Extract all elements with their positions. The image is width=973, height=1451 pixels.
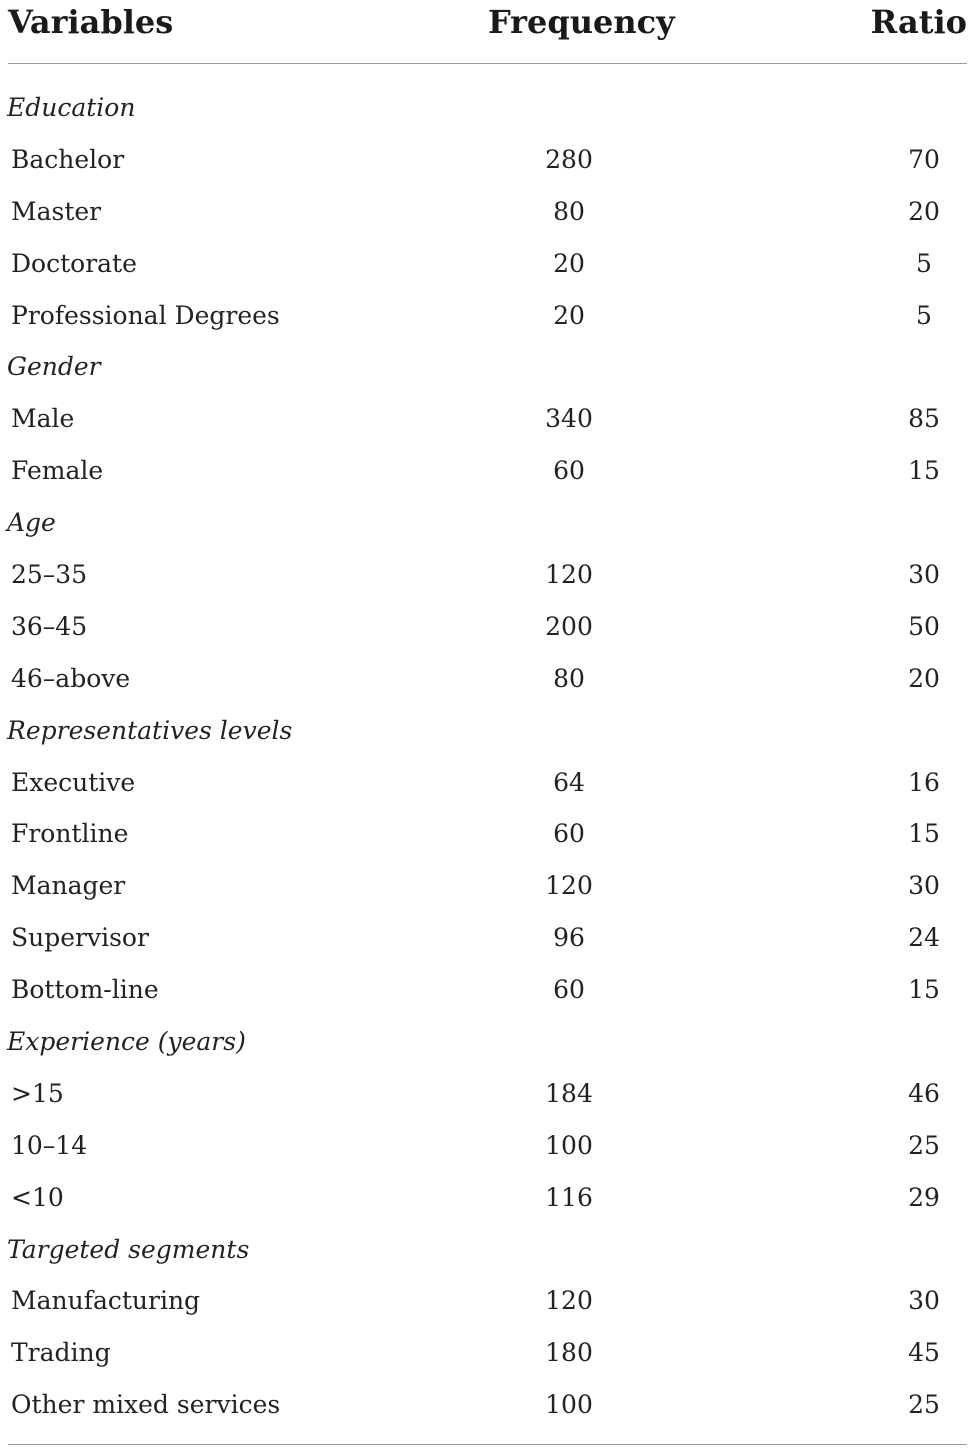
ratio-cell: 29: [908, 1182, 940, 1212]
frequency-cell: 96: [553, 923, 585, 953]
ratio-cell: 46: [908, 1078, 940, 1108]
group-label: Age: [7, 508, 56, 538]
variable-label: <10: [11, 1182, 64, 1212]
group-header-row: [0, 341, 973, 393]
frequency-cell: 120: [545, 560, 593, 590]
variable-label: Female: [11, 456, 104, 486]
frequency-cell: 60: [553, 975, 585, 1005]
ratio-cell: 70: [908, 144, 940, 174]
variable-label: 46–above: [11, 663, 131, 693]
table-row: [0, 1172, 973, 1224]
frequency-cell: 180: [545, 1338, 593, 1368]
ratio-cell: 25: [908, 1390, 940, 1420]
table-row: [0, 445, 973, 497]
header-frequency: Frequency: [488, 3, 675, 41]
frequency-cell: 20: [553, 248, 585, 278]
ratio-cell: 30: [908, 560, 940, 590]
group-header-row: [0, 497, 973, 549]
group-label: Education: [7, 93, 136, 122]
frequency-cell: 184: [545, 1078, 593, 1108]
table-body: [0, 82, 973, 1431]
frequency-cell: 340: [545, 404, 593, 434]
variable-label: Manufacturing: [11, 1286, 201, 1316]
frequency-cell: 20: [553, 300, 585, 330]
frequency-cell: 60: [553, 819, 585, 849]
group-header-row: [0, 1016, 973, 1068]
ratio-cell: 20: [908, 663, 940, 693]
ratio-cell: 50: [908, 611, 940, 641]
header-ratio: Ratio: [870, 3, 967, 41]
variable-label: Doctorate: [11, 248, 137, 278]
ratio-cell: 15: [908, 819, 940, 849]
variable-label: Master: [11, 196, 102, 226]
frequency-cell: 200: [545, 611, 593, 641]
ratio-cell: 30: [908, 871, 940, 901]
table-row: [0, 912, 973, 964]
frequency-cell: 80: [553, 663, 585, 693]
frequency-cell: 280: [545, 144, 593, 174]
ratio-cell: 5: [916, 248, 932, 278]
frequency-cell: 120: [545, 871, 593, 901]
ratio-cell: 30: [908, 1286, 940, 1316]
group-header-row: [0, 1224, 973, 1276]
group-label: Representatives levels: [7, 715, 293, 745]
variable-label: Executive: [11, 767, 136, 797]
variable-label: Male: [11, 404, 75, 434]
ratio-cell: 16: [908, 767, 940, 797]
table-row: [0, 1275, 973, 1327]
ratio-cell: 25: [908, 1130, 940, 1160]
table-row: [0, 601, 973, 653]
table-row: [0, 1379, 973, 1431]
ratio-cell: 24: [908, 923, 940, 953]
table-row: [0, 1120, 973, 1172]
table-row: [0, 186, 973, 238]
table-header: [0, 0, 973, 44]
ratio-cell: 20: [908, 196, 940, 226]
variable-label: 36–45: [11, 611, 88, 641]
variable-label: Bachelor: [11, 144, 125, 174]
group-label: Targeted segments: [7, 1234, 250, 1264]
variable-label: Bottom-line: [11, 975, 159, 1005]
table-row: [0, 134, 973, 186]
group-header-row: [0, 705, 973, 757]
group-label: Experience (years): [7, 1027, 246, 1057]
table-row: [0, 808, 973, 860]
frequency-cell: 116: [545, 1182, 593, 1212]
frequency-cell: 60: [553, 456, 585, 486]
table-row: [0, 238, 973, 290]
header-divider: [8, 63, 967, 64]
frequency-cell: 120: [545, 1286, 593, 1316]
table-row: [0, 1327, 973, 1379]
ratio-cell: 15: [908, 456, 940, 486]
ratio-cell: 45: [908, 1338, 940, 1368]
table-row: [0, 549, 973, 601]
variable-label: Professional Degrees: [11, 300, 280, 330]
table-bottom-divider: [8, 1444, 967, 1445]
variable-label: Manager: [11, 871, 126, 901]
variable-label: Trading: [11, 1338, 111, 1368]
variable-label: Supervisor: [11, 923, 149, 953]
table-row: [0, 653, 973, 705]
group-label: Gender: [7, 352, 101, 382]
ratio-cell: 5: [916, 300, 932, 330]
table-row: [0, 757, 973, 809]
table-row: [0, 393, 973, 445]
ratio-cell: 85: [908, 404, 940, 434]
frequency-cell: 100: [545, 1390, 593, 1420]
table-row: [0, 860, 973, 912]
table-row: [0, 964, 973, 1016]
frequency-cell: 80: [553, 196, 585, 226]
header-variables: Variables: [8, 3, 174, 41]
table-row: [0, 290, 973, 342]
frequency-cell: 64: [553, 767, 585, 797]
group-header-row: [0, 82, 973, 134]
variable-label: 10–14: [11, 1130, 88, 1160]
variable-label: >15: [11, 1078, 64, 1108]
ratio-cell: 15: [908, 975, 940, 1005]
variable-label: Other mixed services: [11, 1390, 281, 1420]
frequency-cell: 100: [545, 1130, 593, 1160]
variable-label: 25–35: [11, 560, 88, 590]
table-row: [0, 1068, 973, 1120]
variable-label: Frontline: [11, 819, 129, 849]
